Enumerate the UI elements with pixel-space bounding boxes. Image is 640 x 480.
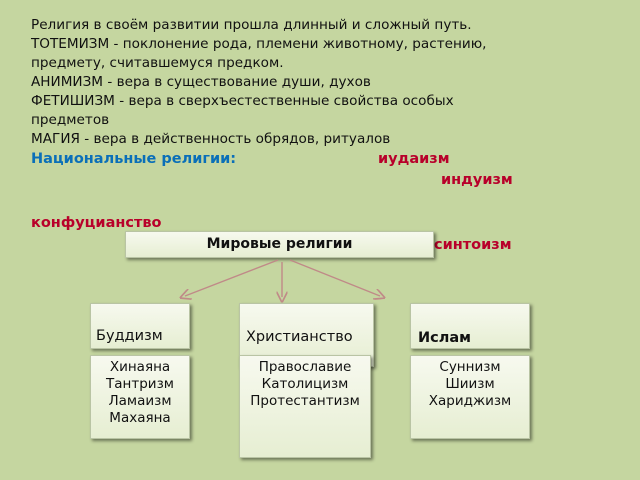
school-lamaism: Ламаизм <box>108 393 172 409</box>
branch-protestantism: Протестантизм <box>250 393 360 409</box>
islam-label: Ислам <box>418 330 471 346</box>
national-religion-judaism: иудаизм <box>378 151 450 167</box>
christianity-label: Христианство <box>246 329 353 345</box>
national-religion-shinto: синтоизм <box>434 237 512 253</box>
animism-line: АНИМИЗМ - вера в существование души, духов <box>31 74 371 90</box>
islam-box <box>410 303 530 349</box>
world-religions-title: Мировые религии <box>206 236 353 252</box>
branch-kharijism: Хариджизм <box>428 393 512 409</box>
christianity-branches-list <box>240 356 370 410</box>
christianity-branches-box <box>239 355 371 458</box>
branch-orthodoxy: Православие <box>258 359 352 375</box>
arrow-buddhism <box>185 260 278 296</box>
totemism-line: ТОТЕМИЗМ - поклонение рода, племени животному, растению, <box>31 36 487 52</box>
arrow-islam <box>290 260 380 296</box>
islam-branches-list <box>411 356 529 410</box>
buddhism-label: Буддизм <box>96 328 163 344</box>
buddhism-schools-box <box>90 355 190 439</box>
national-religions-label: Национальные религии: <box>31 151 237 167</box>
branch-sunnism: Суннизм <box>439 359 501 375</box>
national-religion-hinduism: индуизм <box>441 172 513 188</box>
buddhism-schools-list <box>91 356 189 427</box>
magic-line: МАГИЯ - вера в действенность обрядов, ритуалов <box>31 131 391 147</box>
school-hinayana: Хинаяна <box>109 359 171 375</box>
national-religion-confucianism: конфуцианство <box>31 215 162 231</box>
fetishism-line: ФЕТИШИЗМ - вера в сверхъестественные свойства особых <box>31 93 454 109</box>
buddhism-box <box>90 303 190 349</box>
school-mahayana: Махаяна <box>109 410 171 426</box>
islam-branches-box <box>410 355 530 439</box>
intro-line: Религия в своём развитии прошла длинный и сложный путь. <box>31 17 472 33</box>
branch-shiism: Шиизм <box>445 376 495 392</box>
branch-catholicism: Католицизм <box>261 376 349 392</box>
school-tantrism: Тантризм <box>106 376 174 392</box>
fetishism-line-cont: предметов <box>31 112 110 128</box>
totemism-line-cont: предмету, считавшемуся предком. <box>31 55 284 71</box>
